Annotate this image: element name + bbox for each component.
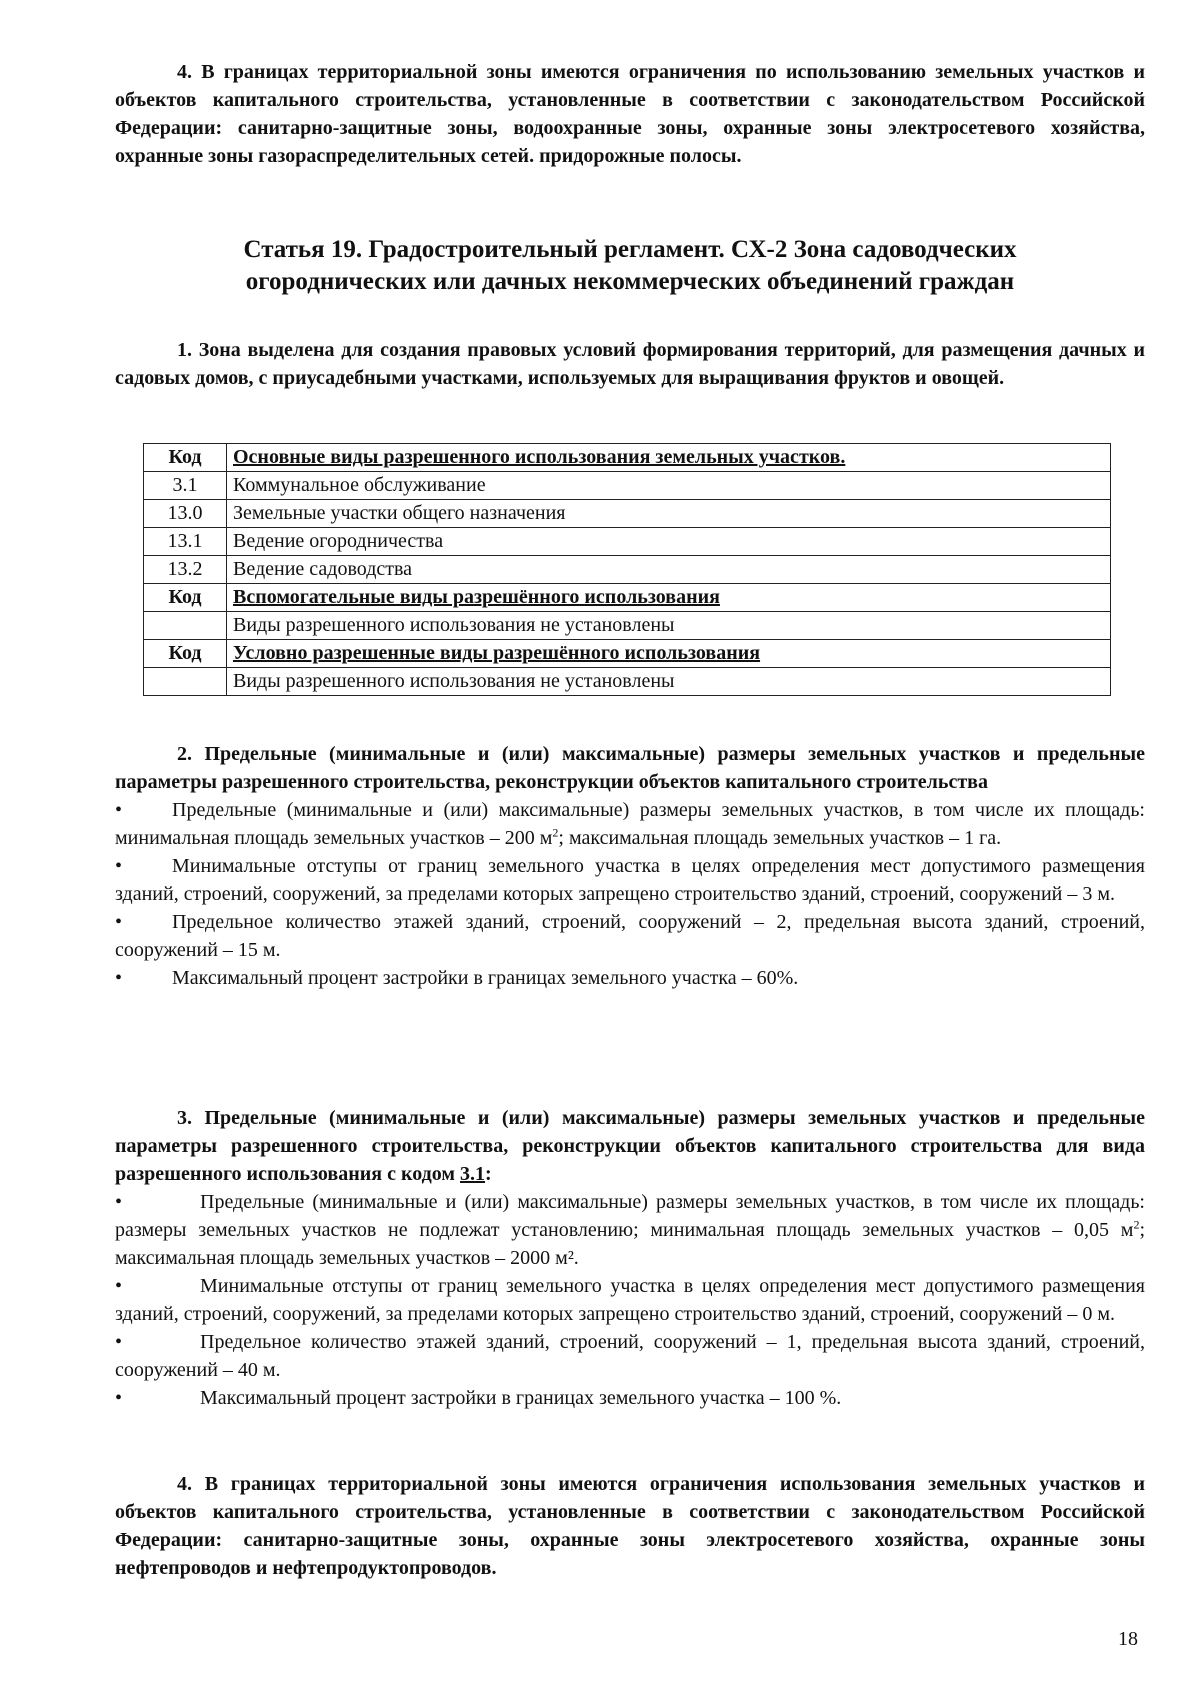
row-code <box>144 668 227 696</box>
table-row <box>144 472 1111 500</box>
paragraph-text: 1. Зона выделена для создания правовых условий формирования территорий, для размещения дачных и садовых домов, с приусадебными участками, используемых для выращивания фруктов и овощей. <box>115 339 1145 389</box>
row-name: Земельные участки общего назначения <box>227 500 1111 528</box>
bullet-text: ; максимальная площадь земельных участков – 2000 м². <box>115 1219 1145 1269</box>
heading-text: : <box>485 1163 492 1185</box>
row-code: 13.1 <box>144 528 227 556</box>
bullet-text: Минимальные отступы от границ земельного участка в целях определения мест допустимого размещения зданий, строений, сооружений, за пределами которых запрещено строительство зданий, строений, сооружений – 3 м. <box>115 855 1145 905</box>
row-name: Ведение садоводства <box>227 556 1111 584</box>
list-item <box>115 964 1145 992</box>
section-3-heading <box>115 1104 1145 1188</box>
superscript: 2 <box>1133 1217 1140 1232</box>
row-name: Виды разрешенного использования не установлены <box>227 612 1111 640</box>
table-row <box>144 668 1111 696</box>
header-code: Код <box>144 444 227 472</box>
header-code: Код <box>144 584 227 612</box>
header-code: Код <box>144 640 227 668</box>
list-item <box>115 1328 1145 1384</box>
header-title: Вспомогательные виды разрешённого использования <box>227 584 1111 612</box>
restrictions-paragraph-previous <box>115 58 1145 170</box>
row-name: Виды разрешенного использования не установлены <box>227 668 1111 696</box>
bullet-text: Предельное количество этажей зданий, строений, сооружений – 2, предельная высота зданий, строений, сооружений – 15 м. <box>115 911 1145 961</box>
bullet-text: Предельные (минимальные и (или) максимальные) размеры земельных участков, в том числе их площадь: размеры земельных участков не подлежат установлению; минимальная площадь земельных участков – 0,05 м <box>115 1191 1145 1241</box>
superscript: 2 <box>552 825 559 840</box>
list-item <box>115 852 1145 908</box>
section-3 <box>115 1104 1145 1412</box>
bullet-icon: • <box>115 799 123 821</box>
section-2 <box>115 740 1145 992</box>
bullet-icon: • <box>115 1387 123 1409</box>
bullet-text: Минимальные отступы от границ земельного участка в целях определения мест допустимого размещения зданий, строений, сооружений, за пределами которых запрещено строительство зданий, строений, сооружений – 0 м. <box>115 1275 1145 1325</box>
paragraph-text: 4. В границах территориальной зоны имеются ограничения по использованию земельных участков и объектов капитального строительства, установленные в соответствии с законодательством Российской Федерации: санитарно-защитные зоны, водоохранные зоны, охранные зоны электросетевого хозяйства, охранные зоны газораспределительных сетей. придорожные полосы. <box>115 61 1145 167</box>
bullet-icon: • <box>115 1191 123 1213</box>
bullet-text: Максимальный процент застройки в границах земельного участка – 100 %. <box>200 1387 842 1409</box>
list-item <box>115 1272 1145 1328</box>
list-item <box>115 908 1145 964</box>
row-code <box>144 612 227 640</box>
row-name: Коммунальное обслуживание <box>227 472 1111 500</box>
list-item <box>115 1384 1145 1412</box>
table-header-auxiliary <box>144 584 1111 612</box>
table-row <box>144 528 1111 556</box>
bullet-icon: • <box>115 1331 123 1353</box>
page-number: 18 <box>1118 1628 1138 1650</box>
bullet-text: ; максимальная площадь земельных участков – 1 га. <box>558 827 1002 849</box>
code-reference: 3.1 <box>460 1163 486 1185</box>
row-code: 3.1 <box>144 472 227 500</box>
section-2-heading: 2. Предельные (минимальные и (или) максимальные) размеры земельных участков и предельные параметры разрешенного строительства, реконструкции объектов капитального строительства <box>115 743 1145 793</box>
section-1-paragraph <box>115 336 1145 392</box>
table-row <box>144 612 1111 640</box>
bullet-icon: • <box>115 967 123 989</box>
article-title-line-2: огороднических или дачных некоммерческих объединений граждан <box>245 268 1015 295</box>
table-row <box>144 556 1111 584</box>
list-item <box>115 796 1145 852</box>
bullet-icon: • <box>115 1275 123 1297</box>
row-name: Ведение огородничества <box>227 528 1111 556</box>
article-title <box>115 234 1145 298</box>
table-header-main <box>144 444 1111 472</box>
table-header-conditional <box>144 640 1111 668</box>
row-code: 13.0 <box>144 500 227 528</box>
list-item <box>115 1188 1145 1272</box>
paragraph-text: 4. В границах территориальной зоны имеются ограничения использования земельных участков и объектов капитального строительства, установленные в соответствии с законодательством Российской Федерации: санитарно-защитные зоны, охранные зоны электросетевого хозяйства, охранные зоны нефтепроводов и нефтепродуктопроводов. <box>115 1473 1145 1579</box>
article-title-line-1: Статья 19. Градостроительный регламент. СХ-2 Зона садоводческих <box>243 236 1017 263</box>
bullet-icon: • <box>115 855 123 877</box>
header-title: Условно разрешенные виды разрешённого использования <box>227 640 1111 668</box>
bullet-text: Предельное количество этажей зданий, строений, сооружений – 1, предельная высота зданий, строений, сооружений – 40 м. <box>115 1331 1145 1381</box>
permitted-uses-table <box>143 443 1111 696</box>
row-code: 13.2 <box>144 556 227 584</box>
header-title: Основные виды разрешенного использования земельных участков. <box>227 444 1111 472</box>
bullet-text: Предельные (минимальные и (или) максимальные) размеры земельных участков, в том числе их площадь: минимальная площадь земельных участков – 200 м <box>115 799 1145 849</box>
section-4 <box>115 1470 1145 1582</box>
bullet-icon: • <box>115 911 123 933</box>
bullet-text: Максимальный процент застройки в границах земельного участка – 60%. <box>172 967 799 989</box>
table-row <box>144 500 1111 528</box>
heading-text: 3. Предельные (минимальные и (или) максимальные) размеры земельных участков и предельные параметры разрешенного строительства, реконструкции объектов капитального строительства для вида разрешенного использования с кодом <box>115 1107 1145 1185</box>
